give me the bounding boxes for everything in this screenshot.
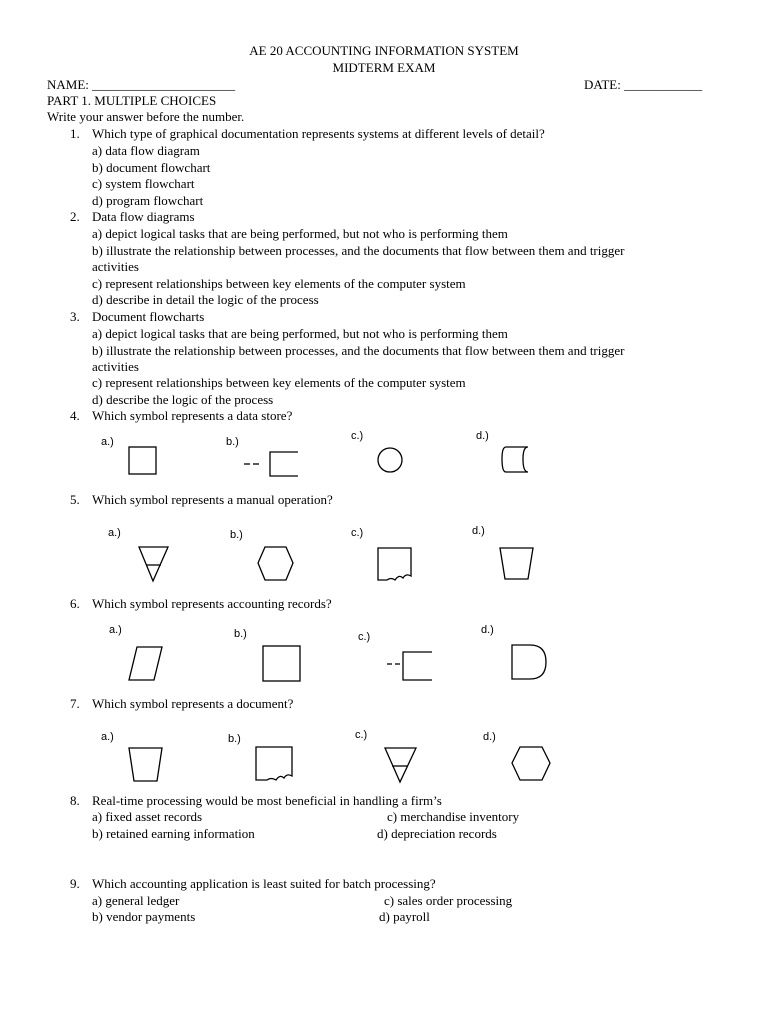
inverted-triangle-symbol (137, 545, 171, 583)
option-b: b) document flowchart (92, 160, 211, 175)
choice-c-label: c.) (351, 527, 364, 539)
choice-b-label: b.) (226, 436, 239, 448)
exam-title: AE 20 ACCOUNTING INFORMATION SYSTEM (249, 43, 519, 58)
option-b: b) illustrate the relationship between processes, and the documents that flow between them and trigger (92, 343, 625, 358)
rectangle-symbol (262, 645, 302, 683)
option-b: b) vendor payments (92, 909, 196, 924)
exam-subtitle: MIDTERM EXAM (332, 60, 436, 75)
option-b-continued: activities (92, 359, 139, 374)
question-number: 9. (70, 876, 80, 891)
option-c: c) merchandise inventory (387, 809, 520, 824)
choice-b-label: b.) (230, 529, 243, 541)
option-a: a) depict logical tasks that are being performed, but not who is performing them (92, 326, 508, 341)
choice-c-label: c.) (355, 729, 368, 741)
trapezoid-symbol (127, 746, 165, 784)
document-symbol (376, 546, 414, 582)
option-b: b) retained earning information (92, 826, 255, 841)
option-d: d) depreciation records (377, 826, 497, 841)
option-d: d) program flowchart (92, 193, 204, 208)
choice-c-label: c.) (351, 430, 364, 442)
date-field[interactable]: DATE: ____________ (584, 77, 703, 92)
question-text: Which symbol represents accounting records? (92, 596, 332, 611)
option-b-continued: activities (92, 259, 139, 274)
stored-data-symbol (500, 445, 532, 475)
choice-c-label: c.) (358, 631, 371, 643)
question-number: 5. (70, 492, 80, 507)
choice-a-label: a.) (108, 527, 121, 539)
circle-symbol (375, 445, 407, 477)
option-c: c) represent relationships between key elements of the computer system (92, 276, 466, 291)
parallelogram-symbol (127, 645, 165, 683)
choice-a-label: a.) (101, 436, 114, 448)
choice-a-label: a.) (101, 731, 114, 743)
question-number: 8. (70, 793, 80, 808)
trapezoid-symbol (498, 546, 536, 582)
choice-b-label: b.) (234, 628, 247, 640)
option-a: a) depict logical tasks that are being performed, but not who is performing them (92, 226, 508, 241)
question-text: Which type of graphical documentation represents systems at different levels of detail? (92, 126, 545, 141)
question-text: Document flowcharts (92, 309, 205, 324)
option-a: a) data flow diagram (92, 143, 200, 158)
document-symbol (254, 745, 296, 783)
option-b: b) illustrate the relationship between processes, and the documents that flow between them and trigger (92, 243, 625, 258)
question-text: Which symbol represents a data store? (92, 408, 293, 423)
question-text: Data flow diagrams (92, 209, 195, 224)
choice-a-label: a.) (109, 624, 122, 636)
option-c: c) sales order processing (384, 893, 513, 908)
option-c: c) represent relationships between key elements of the computer system (92, 375, 466, 390)
question-text: Which accounting application is least suited for batch processing? (92, 876, 436, 891)
hexagon-symbol (256, 545, 296, 583)
question-number: 7. (70, 696, 80, 711)
option-d: d) payroll (379, 909, 430, 924)
choice-d-label: d.) (472, 525, 485, 537)
question-number: 6. (70, 596, 80, 611)
question-text: Which symbol represents a manual operation? (92, 492, 333, 507)
question-number: 1. (70, 126, 80, 141)
option-d: d) describe in detail the logic of the process (92, 292, 319, 307)
choice-d-label: d.) (483, 731, 496, 743)
question-number: 2. (70, 209, 80, 224)
question-number: 3. (70, 309, 80, 324)
option-d: d) describe the logic of the process (92, 392, 274, 407)
option-a: a) general ledger (92, 893, 180, 908)
question-text: Which symbol represents a document? (92, 696, 294, 711)
choice-d-label: d.) (476, 430, 489, 442)
open-box-symbol (385, 650, 435, 682)
question-number: 4. (70, 408, 80, 423)
square-symbol (128, 446, 158, 476)
part-title: PART 1. MULTIPLE CHOICES (47, 93, 217, 108)
question-text: Real-time processing would be most beneficial in handling a firm’s (92, 793, 442, 808)
inverted-triangle-symbol (383, 746, 419, 784)
choice-d-label: d.) (481, 624, 494, 636)
name-field[interactable]: NAME: ______________________ (47, 77, 236, 92)
instruction: Write your answer before the number. (47, 109, 245, 124)
open-box-symbol (242, 450, 302, 478)
delay-symbol (510, 643, 550, 683)
hexagon-symbol (510, 745, 554, 783)
option-a: a) fixed asset records (92, 809, 203, 824)
choice-b-label: b.) (228, 733, 241, 745)
option-c: c) system flowchart (92, 176, 195, 191)
